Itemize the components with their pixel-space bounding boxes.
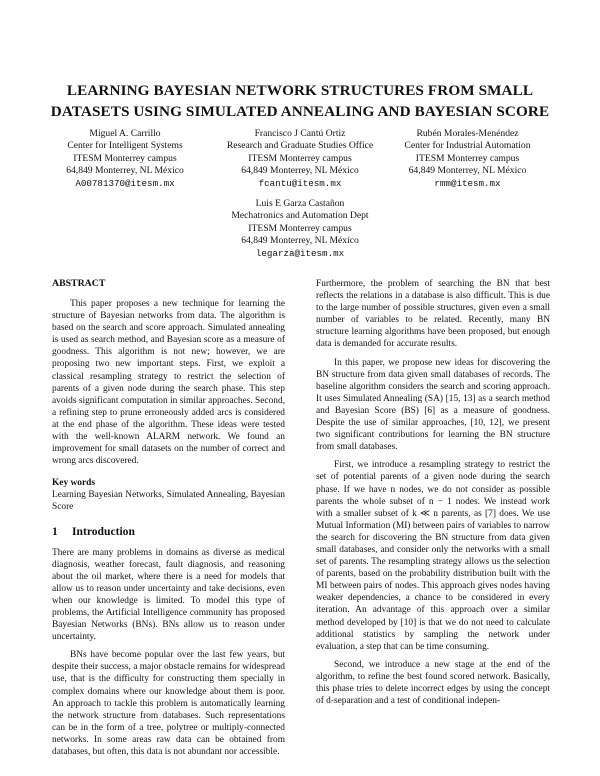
section-title: Introduction (72, 524, 135, 538)
title-line-2: DATASETS USING SIMULATED ANNEALING AND BAYESIAN SCORE (50, 103, 550, 120)
section-number: 1 (52, 524, 58, 538)
author-address: 64,849 Monterrey, NL México (66, 165, 184, 177)
intro-paragraph-1: There are many problems in domains as diverse as medical diagnosis, weather forecast, fault diagnosis, and reasoning about the oil market, where there is a need for models that allow us to reason under uncertainty and take decisions, even when our knowledge is limited. To model this type of problems, the Artificial Intelligence community has proposed Bayesian Networks (BNs). BNs allow us to reason under uncertainty. (52, 547, 285, 643)
paper-title (40, 80, 560, 122)
author-affiliation: Research and Graduate Studies Office (226, 140, 374, 152)
author-name: Luis E Garza Castañon (255, 198, 345, 209)
author-email: A00781370@itesm.mx (75, 177, 175, 189)
author-campus: ITESM Monterrey campus (415, 152, 520, 164)
author-block-4 (220, 198, 380, 260)
author-affiliation: Center for Industrial Automation (404, 140, 531, 152)
author-name: Miguel A. Carrillo (89, 128, 161, 139)
intro-heading (52, 525, 285, 539)
keywords-heading: Key words (52, 478, 95, 489)
author-address: 64,849 Monterrey, NL México (241, 235, 359, 247)
abstract-text: This paper proposes a new technique for learning the structure of Bayesian networks from data. The algorithm is based on the search and score approach. Simulated annealing is used as search method, and Bayesian score as a measure of goodness. This algorithm is not new; however, we are proposing two new important steps. First, we exploit a classical resampling strategy to restrict the selection of parents of a given node during the search phase. This step avoids significant computation in similar approaches. Second, a refining step to prune erroneously added arcs is considered at the end phase of the algorithm. These ideas were tested with the well-known ALARM network. We found an improvement for small datasets on the number of correct and wrong arcs discovered. (52, 299, 285, 467)
author-block-1 (40, 128, 210, 190)
title-line-1: LEARNING BAYESIAN NETWORK STRUCTURES FROM SMALL (66, 82, 534, 99)
author-email: fcantu@itesm.mx (258, 177, 342, 189)
intro-paragraph-4: First, we introduce a resampling strategy to restrict the set of potential parents of a given node during the search phase. If we have n nodes, we do not consider as possible parents the whole subset of n − 1 nodes. We instead work with a smaller subset of k ≪ n parents, as [7] does. We use Mutual Information (MI) between pairs of variables to narrow the search for discovering the BN structure from data given small databases, and consider only the networks with a small set of parents. The resampling strategy allows us the selection of parents, based on the probability distribution built with the MI between pairs of nodes. This approach gives nodes having weaker dependencies, a chance to be considered in every iteration. An advantage of this approach over a similar method developed by [10] is that we do not need to calculate additional statistics by sampling the network under evaluation, a step that can be time consuming. (316, 460, 550, 652)
intro-paragraph-3: In this paper, we propose new ideas for discovering the BN structure from data given small databases of records. The baseline algorithm considers the search and scoring approach. It uses Simulated Annealing (SA) [15, 13] as a search method and Bayesian Score (BS) [6] as a measure of goodness. Despite the use of similar approaches, [10, 12], we present two significant contributions for learning the BN structure from small databases. (316, 357, 550, 453)
author-affiliation: Mechatronics and Automation Dept (231, 210, 369, 222)
author-campus: ITESM Monterrey campus (248, 222, 352, 234)
author-affiliation: Center for Intelligent Systems (67, 140, 183, 152)
abstract-heading: ABSTRACT (52, 278, 106, 289)
author-address: 64,849 Monterrey, NL México (241, 165, 359, 177)
author-block-3 (380, 128, 555, 190)
author-campus: ITESM Monterrey campus (73, 152, 177, 164)
author-email: rmm@itesm.mx (434, 177, 501, 189)
author-name: Rubén Morales-Menéndez (416, 128, 519, 139)
left-column (52, 278, 285, 758)
author-name: Francisco J Cantú Ortiz (254, 128, 346, 139)
intro-paragraph-2: BNs have become popular over the last few years, but despite their success, a major obstacle remains for widespread use, that is the difficulty for constructing them specially in complex domains where our knowledge about them is poor. An approach to tackle this problem is automatically learning the network structure from databases. Such representations can be in the form of a tree, polytree or multiply-connected networks. In some areas raw data can be obtained from databases, but often, this data is not abundant nor accessible. (52, 650, 285, 757)
intro-paragraph-2-continued: Furthermore, the problem of searching the BN that best reflects the relations in a database is also difficult. This is due to the large number of possible structures, given even a small number of variables to be related. Recently, many BN structure learning algorithms have been proposed, but enough data is demanded for accurate results. (316, 279, 550, 350)
keywords-text: Learning Bayesian Networks, Simulated Annealing, Bayesian Score (52, 490, 285, 513)
author-email: legarza@itesm.mx (255, 247, 345, 259)
right-column (316, 278, 550, 707)
author-campus: ITESM Monterrey campus (248, 152, 352, 164)
author-block-2 (210, 128, 390, 190)
author-address: 64,849 Monterrey, NL México (408, 165, 527, 177)
intro-paragraph-5: Second, we introduce a new stage at the end of the algorithm, to refine the best found scored network. Basically, this phase tries to delete incorrect edges by using the concept of d-separation and a test of conditional indepen- (316, 659, 550, 707)
